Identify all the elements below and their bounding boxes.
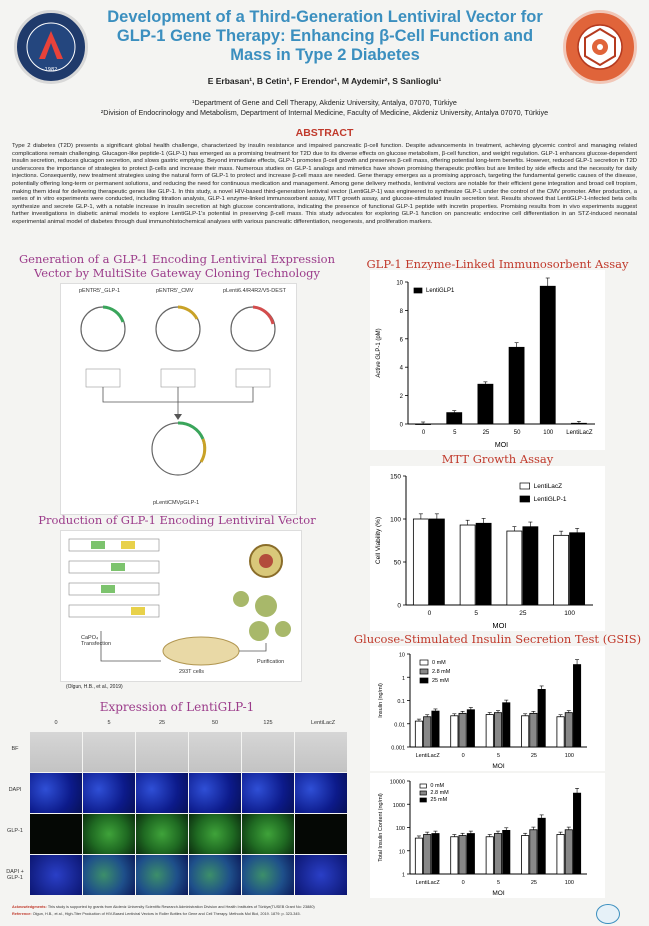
bar [571,423,586,424]
bar [459,836,466,874]
bar [509,347,524,424]
microscopy-image [242,855,294,895]
microscopy-image [189,814,241,854]
x-axis-label: MOI [492,763,505,770]
microscopy-image [30,773,82,813]
y-tick-label: 10 [398,652,405,659]
purification-label: Purification [257,659,285,665]
y-tick-label: 0 [397,602,401,610]
microscopy-image [83,814,135,854]
x-tick-label: 100 [564,880,574,886]
legend-label: 25 mM [430,797,448,803]
x-tick-label: 100 [543,430,554,436]
expression-column-label: 125 [263,720,273,726]
y-tick-label: 10000 [389,779,405,786]
microscopy-image [83,855,135,895]
legend-swatch [420,678,428,683]
microscopy-image [83,732,135,772]
bar [415,838,422,874]
mtt-chart [370,466,605,631]
plasmid-1-label: pENTR5'_GLP-1 [79,288,121,294]
ack-label: Acknowledgments: [12,905,47,909]
bar [538,818,545,874]
bar [540,286,555,424]
x-tick-label: 50 [513,430,521,436]
legend-swatch [520,483,530,489]
y-axis-label: Active GLP-1 (pM) [376,328,382,378]
akdeniz-university-logo [14,10,88,84]
x-tick-label: 100 [564,610,576,617]
microscopy-image [189,773,241,813]
bar [530,713,537,747]
bar [570,533,585,605]
elisa-section-title: GLP-1 Enzyme-Linked Immunosorbent Assay [366,257,629,271]
x-tick-label: LentiLacZ [415,880,440,886]
bar [494,713,501,747]
bar [478,384,493,424]
x-tick-label: 25 [519,610,527,617]
y-axis-label: Total Insulin Content (ng/ml) [378,793,384,862]
reference [12,912,301,916]
y-tick-label: 50 [393,559,401,567]
bar [530,830,537,874]
bar [460,525,475,605]
y-tick-label: 100 [395,826,405,832]
bar [522,716,529,747]
ref-label: Reference: [12,912,32,916]
bar [557,834,564,874]
expression-column-label: 25 [158,720,166,726]
gateway-section-title: Generation of a GLP-1 Encoding Lentiviral Expression Vector by MultiSite Gateway Cloning Technology [19,252,335,280]
bar [459,713,466,747]
y-tick-label: 0 [399,422,403,429]
affiliation-1: ¹Department of Gene and Cell Therapy, Akdeniz University, Antalya, 07070, Türkiye [192,98,457,107]
legend-label: 0 mM [430,783,445,789]
bar [557,717,564,747]
university-seal-icon [17,13,85,81]
microscopy-image [189,855,241,895]
expression-column-label: 0 [54,720,58,726]
bar [424,834,431,874]
society-footer-logo [596,904,620,924]
product-plasmid-label: pLentiCMVpGLP-1 [153,500,200,506]
plasmid-diagram [61,284,296,514]
y-tick-label: 8 [399,308,403,315]
x-tick-label: 0 [461,880,465,886]
abstract-text: Type 2 diabetes (T2D) presents a significant global health challenge, characterized by insulin resistance and impaired pancreatic β-cell function. Despite advancements in treatment, achieving glycemic control and managing related complications remain challenging. Glucagon-like peptide-1 (GLP-1) has emerged as a promising treatment for T2D due to its diverse effects on glucose metabolism, β-cell function, and weight regulation. GLP-1 enhances glucose-dependent insulin secretion, reduces glucagon secretion, and slows gastric emptying. Beyond immediate effects, GLP-1 promotes β-cell growth and preserves β-cell mass, offering potential long-term benefits. However, reduced GLP-1 secretion in T2D underscores the importance of strategies to protect β-cells and increase their mass. Numerous studies on GLP-1 analogs and mimetics have shown promising therapeutic profiles but are limited by side effects and the necessity for daily injections. Consequently, new treatment strategies using the natural form of GLP-1 to protect and increase β-cell mass are needed. Gene therapy emerges as a promising approach, targeting the fundamental genetic causes of the disease, potentially offering long-term or permanent solutions, and reducing the need for continuous medication and management. Among gene delivery methods, lentiviral vectors are notable for their efficient gene integration and broad cell tropism, making them ideal for delivering therapeutic genes like GLP-1. In this study, a novel HIV-based third-generation lentiviral vector (LentiGLP-1) was engineered to synthesize GLP-1 under the control of the CMV promoter. After production, a series of in vitro experiments were conducted, including titration analysis, GLP-1 enzyme-linked immunosorbent assay, MTT growth assay, and glucose-stimulated insulin secretion test. Results showed that LentiGLP-1-infected beta cells synthesize and secrete GLP-1, with a notable increase in insulin secretion at high glucose concentrations, indicating the presence of functional GLP-1 peptide with incretin properties. Promising results from in vivo experiments suggest further investigations in diabetic animal models to explore LentiGLP-1's potential in preserving β-cell mass. This study advocates for exploring GLP-1 function on pancreatic endocrine cell differentiation in an STZ-induced neonatal experimental animal model of diabetes through dual immunohistochemical analyses with various pancreatic differentiation, neogenesis, and proliferation markers. [12,143,637,225]
microscopy-image [242,773,294,813]
microscopy-image [136,814,188,854]
plasmid-2-label: pENTR5'_CMV [156,288,194,294]
x-tick-label: 5 [474,610,478,617]
x-tick-label: 25 [530,880,537,886]
microscopy-image [30,732,82,772]
production-citation: (Olgun, H.B., et al., 2019) [66,684,123,690]
ack-text: This study is supported by grants from Akdeniz University Scientific Research Administration Division and Health Institutes of Türkiye(TUSEB Grant No: 23880) [47,905,315,909]
bar [467,710,474,747]
y-tick-label: 0.001 [391,745,405,752]
transfection-label: CaPO₄ Transfection [81,635,112,647]
bar [451,716,458,747]
expression-column-label: 50 [211,720,219,726]
cells-label: 293T cells [179,669,204,675]
x-tick-label: 0 [421,430,426,436]
x-tick-label: 5 [496,753,501,759]
bar [486,837,493,874]
y-tick-label: 0.1 [397,699,405,705]
x-tick-label: 0 [461,753,465,759]
legend-label: 25 mM [432,678,449,684]
x-axis-label: MOI [494,442,509,449]
legend-swatch [420,791,426,795]
y-axis-label: Insulin (ng/ml) [378,683,384,718]
abstract-heading: ABSTRACT [295,127,354,139]
bar [476,523,491,605]
bar [432,834,439,874]
legend-swatch [420,798,426,802]
y-tick-label: 150 [390,473,401,481]
mtt-section-title: MTT Growth Assay [441,452,554,466]
x-axis-label: MOI [492,621,507,630]
x-tick-label: 100 [564,753,574,759]
y-tick-label: 1 [401,872,405,879]
gsis-section-title: Glucose-Stimulated Insulin Secretion Test (GSIS) [353,632,642,646]
microscopy-image [136,855,188,895]
x-tick-label: 5 [496,880,501,886]
bar [451,837,458,874]
legend-swatch [414,288,422,293]
elisa-chart [370,270,605,450]
microscopy-image [242,732,294,772]
expression-column-label: 5 [107,720,111,726]
legend-label: 2.8 mM [430,790,449,796]
production-section-title: Production of GLP-1 Encoding Lentiviral Vector [38,513,316,527]
bar [415,721,422,747]
y-tick-label: 1 [401,675,405,682]
bar [447,413,462,424]
bar [494,834,501,874]
x-tick-label: 25 [482,430,490,436]
x-tick-label: 25 [530,753,537,759]
microscopy-image [30,855,82,895]
microscopy-image [30,814,82,854]
microscopy-image [295,773,347,813]
bar [413,519,428,605]
bar [424,717,431,747]
bar [573,665,580,747]
legend-label: LentiGLP-1 [533,496,567,503]
bar [523,527,538,605]
bar [565,830,572,874]
legend-label: 0 mM [432,660,446,666]
gsis-insulin-chart [370,646,605,771]
affiliation-2: ²Division of Endocrinology and Metabolism, Department of Internal Medicine, Faculty of Medicine, Akdeniz University, Antalya 07070, Türkiye [100,108,549,117]
turkish-gene-cell-therapy-logo [563,10,637,84]
expression-section-title: Expression of LentiGLP-1 [99,700,255,714]
expression-microscopy-grid [0,718,345,903]
svg-text:1982: 1982 [44,67,58,73]
legend-label: LentiGLP1 [426,288,455,294]
expression-row-label: BF [11,746,19,752]
legend-swatch [420,784,426,788]
legend-swatch [420,669,428,674]
gsis-total-insulin-chart [370,773,605,898]
microscopy-image [83,773,135,813]
legend-label: LentiLacZ [533,483,563,490]
y-tick-label: 1000 [392,802,405,809]
microscopy-image [295,814,347,854]
y-tick-label: 0.01 [394,722,405,729]
bar [554,535,569,605]
production-figure [60,530,302,682]
bar [503,830,510,874]
microscopy-image [295,855,347,895]
society-seal-icon [566,13,634,81]
y-tick-label: 4 [399,365,403,372]
expression-row-label: DAPI + GLP-1 [6,869,24,881]
ref-text: Olgun, H.B., et al., High-Titer Production of HIV-Based Lentiviral Vectors in Roller Bottles for Gene and Cell Therapy. Methods Mol Biol, 2019. 1879: p. 323-345. [32,912,301,916]
x-axis-label: MOI [492,890,505,897]
y-axis-label: Cell Viability (%) [375,516,382,565]
bar [467,834,474,874]
y-tick-label: 10 [398,849,405,856]
y-tick-label: 10 [396,280,403,287]
y-tick-label: 100 [390,516,401,524]
bar [573,793,580,874]
author-list: E Erbasan¹, B Cetin¹, F Erendor¹, M Aydemir², S Sanlioglu¹ [207,76,442,86]
bar [565,713,572,747]
microscopy-image [189,732,241,772]
poster-title: Development of a Third-Generation Lentiviral Vector for GLP-1 Gene Therapy: Enhancing β-Cell Function and Mass in Type 2 Diabetes [107,8,543,64]
x-tick-label: LentiLacZ [415,753,440,759]
bar [522,836,529,874]
expression-column-label: LentiLacZ [311,720,336,726]
gateway-cloning-figure [60,283,297,515]
x-tick-label: 0 [427,610,432,617]
expression-row-label: GLP-1 [7,828,23,834]
acknowledgments [12,905,315,909]
microscopy-image [136,732,188,772]
y-tick-label: 6 [399,337,403,344]
bar [507,531,522,605]
microscopy-image [242,814,294,854]
bar [429,519,444,605]
bar [416,424,431,425]
bar [503,703,510,747]
bar [432,711,439,747]
x-tick-label: LentiLacZ [566,430,593,436]
legend-swatch [520,496,530,502]
legend-label: 2.8 mM [432,669,451,675]
legend-swatch [420,660,428,665]
y-tick-label: 2 [399,394,403,401]
bar [486,714,493,747]
x-tick-label: 5 [453,430,457,436]
expression-row-label: DAPI [8,787,22,793]
microscopy-image [295,732,347,772]
microscopy-image [136,773,188,813]
bar [538,689,545,747]
plasmid-3-label: pLenti6.4/R4R2/V5-DEST [223,288,286,294]
